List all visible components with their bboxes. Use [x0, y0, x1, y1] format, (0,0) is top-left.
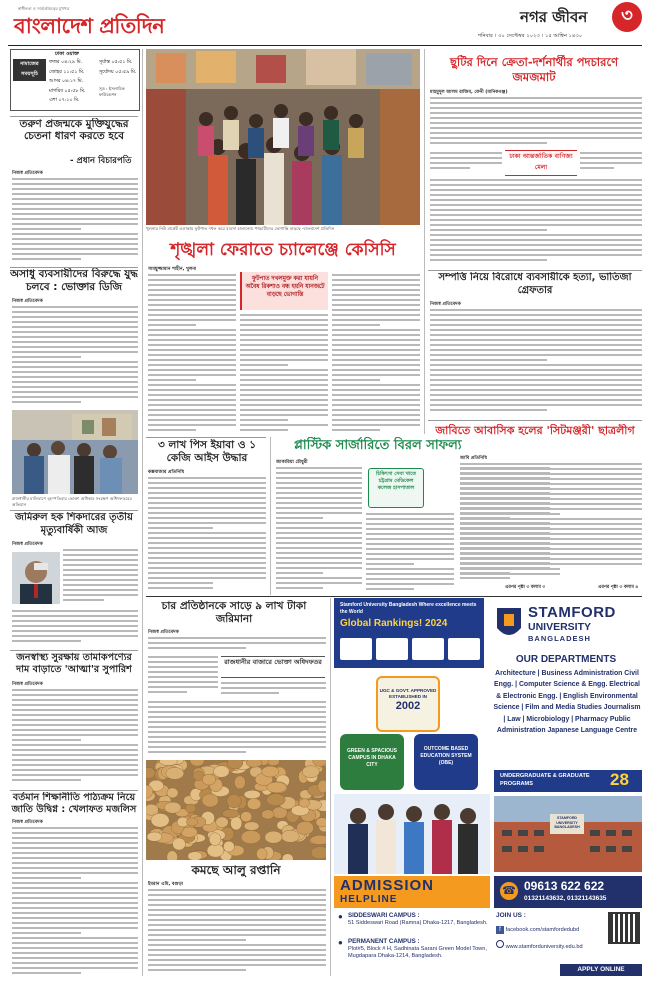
body-text: [430, 178, 642, 266]
body-text: [63, 548, 138, 606]
headline-traders: অসাধু ব্যবসায়ীদের বিরুদ্ধে যুদ্ধ চলবে : ভোক্তার ডিজি: [10, 268, 138, 293]
body-text: [12, 305, 138, 407]
prayer-row: মাগরিব ০৫:৫৮ মি.: [49, 88, 86, 94]
facebook-link[interactable]: f facebook.com/stamfordedubd: [496, 926, 579, 934]
departments-box: OUR DEPARTMENTS Architecture | Business Administration Civil Engg. | Computer Science & Engg. Electrical & Electronic Engg. | English Environmental Science | Film and Media Studies Journalism | Law | Microbiology | Pharmacy Public Administration Japanese Language Centre: [493, 654, 641, 735]
masthead-tagline: স্বাধীনতা ও সার্বভৌমত্বের মুখপত্র: [18, 6, 70, 11]
masthead-logo: বাংলাদেশ প্রতিদিন: [14, 13, 165, 38]
body-text: [148, 476, 266, 592]
body-text: [240, 313, 328, 433]
body-text: [580, 151, 642, 173]
headline-dispute: সম্পত্তি নিয়ে বিরোধে ব্যবসায়ীকে হত্যা, ভাতিজা গ্রেফতার: [438, 272, 632, 296]
photo-khulna-market: [146, 49, 420, 225]
byline-ksc: সামছুজ্জামান শাহীন, খুলনা: [148, 267, 197, 272]
qr-code[interactable]: [608, 912, 640, 944]
website-link[interactable]: www.stamforduniversity.edu.bd: [496, 940, 583, 950]
byline-traders: নিজস্ব প্রতিবেদক: [12, 299, 43, 304]
social-links: JOIN US : f facebook.com/stamfordedubd www.stamforduniversity.edu.bd: [496, 912, 642, 964]
body-text: [221, 681, 326, 697]
prayer-row: জোহর ১১:৫১ মি.: [49, 69, 85, 75]
prayer-times-box: [10, 49, 140, 111]
body-text: [12, 688, 138, 786]
students-photo: [334, 794, 490, 874]
sunrise-row: সূর্যোদয় ০৫:৫৯ মি.: [99, 69, 137, 75]
continued-plastic: এরপর পৃষ্ঠা ৩ কলাম ৩: [505, 585, 546, 590]
body-text: [12, 609, 138, 647]
prayer-row: ফজর ০৪:২৯ মি.: [49, 60, 83, 65]
location-icon: ●: [338, 912, 343, 921]
byline-sitamanjari: জাবি প্রতিনিধি: [460, 456, 488, 461]
body-text: [430, 308, 642, 416]
quote-fine: রাজধানীর বাজারে ভোক্তা অধিদফতর: [221, 656, 325, 678]
photo-traders-raid: [12, 410, 138, 494]
campus-badge: GREEN & SPACIOUS CAMPUS IN DHAKA CITY: [340, 734, 404, 790]
headline-yaba: ৩ লাখ পিস ইয়াবা ও ১ কেজি আইস উদ্ধার: [157, 439, 257, 464]
prayer-header: ঢাকা ওয়াক্ত: [55, 51, 79, 57]
body-text: [148, 655, 218, 697]
body-text: [148, 700, 326, 756]
body-text: [148, 888, 326, 976]
approved-badge: UGC & GOVT. APPROVED ESTABLISHED IN 2002: [376, 676, 440, 732]
pull-trade-fair: ঢাকা আন্তর্জাতিক বাণিজ্য মেলা: [505, 150, 577, 176]
headline-potato: কমছে আলু রপ্তানি: [191, 863, 281, 877]
body-text: [12, 177, 138, 264]
date-line: শনিবার । ৩০ সেপ্টেম্বর ২০২৩ । ১৫ আশ্বিন ১৪৩০: [478, 33, 583, 39]
campus-building-photo: STAMFORD UNIVERSITY BANGLADESH: [494, 796, 642, 872]
headline-plastic: প্লাস্টিক সার্জারিতে বিরল সাফল্য: [294, 438, 462, 453]
body-text: [148, 273, 236, 433]
byline-youth: নিজস্ব প্রতিবেদক: [12, 171, 43, 176]
byline-yaba: কক্সবাজার প্রতিনিধি: [148, 470, 185, 475]
quote-plastic: চিকিৎসা সেবা খাতে চট্টগ্রাম মেডিকেল কলেজ হাসপাতাল: [368, 468, 424, 508]
byline-dispute: নিজস্ব প্রতিবেদক: [430, 302, 461, 307]
masthead: [0, 0, 650, 56]
headline-jamirul: জমিরুল হক শিকদারের তৃতীয় মৃত্যুবার্ষিকী আজ: [15, 512, 133, 536]
helpline-box[interactable]: ☎ 09613 622 622 01321143632, 01321143635: [494, 876, 642, 908]
admission-banner: ADMISSION HELPLINE: [334, 876, 490, 908]
prayer-row: আসর ০৪:১৭ মি.: [49, 79, 84, 84]
byline-potato: ইমরান এমি, বগুড়া: [148, 882, 184, 887]
prayer-source: সূত্র : ইসলামিক ফাউন্ডেশন: [99, 86, 125, 97]
prayer-row: এশা ০৭:১০ মি.: [49, 98, 80, 103]
body-text: [12, 826, 138, 976]
caption-traders: রাজধানীর মালিবাগে বৃহস্পতিবার ভোক্তা অধিকার সংরক্ষণ অধিদফতরের অভিযান: [12, 496, 132, 507]
page-number: ৩: [612, 2, 642, 32]
quote-ksc: ফুটপাত দখলমুক্ত করা যায়নি অবৈধ রিকশাও বন্ধ হয়নি যানজটে বাড়ছে ভোগান্তি: [240, 272, 328, 310]
byline-plastic: জাকারিয়া চৌধুরী: [276, 460, 308, 465]
photo-potatoes: [146, 760, 326, 860]
location-icon: ●: [338, 938, 343, 947]
phone-icon: ☎: [500, 882, 518, 900]
campus-addresses: ● SIDDESWARI CAMPUS : 51 Siddeswari Road (Ramna) Dhaka-1217, Bangladesh. ● PERMANENT CAMPUS : Plot#5, Block # H, Sadhinata Sarani Green Model Town, Mugdapara Dhaka-1214, Bangladesh.: [338, 912, 488, 959]
stamford-logo: STAMFORD UNIVERSITY BANGLADESH: [494, 604, 640, 648]
byline-holiday: মাহমুদুল আলম রাজিব, ফেনী (মানিকগঞ্জ): [430, 90, 508, 95]
section-title: নগর জীবন: [520, 8, 588, 26]
headline-aptar: জনস্বাস্থ্য সুরক্ষায় তামাকপণ্যের দাম বাড়াতে 'আত্মা'র সুপারিশ: [16, 652, 132, 675]
body-text: [430, 151, 502, 173]
body-text: [430, 96, 642, 148]
byline-curriculum: নিজস্ব প্রতিবেদক: [12, 820, 43, 825]
byline-jamirul: নিজস্ব প্রতিবেদক: [12, 542, 43, 547]
body-text: [332, 273, 420, 433]
byline-aptar: নিজস্ব প্রতিবেদক: [12, 682, 43, 687]
apply-online-button[interactable]: APPLY ONLINE: [560, 964, 642, 976]
headline-holiday: ছুটির দিনে ক্রেতা-দর্শনার্থীর পদচারণে জমজমাট: [449, 55, 619, 84]
headline-fine: চার প্রতিষ্ঠানকে সাড়ে ৯ লাখ টাকা জরিমানা: [161, 600, 307, 625]
continued-sitamanjari: এরপর পৃষ্ঠা ৩ কলাম ৪: [598, 585, 639, 590]
stamford-ad: [334, 598, 644, 978]
body-text: [276, 466, 362, 592]
programs-banner: UNDERGRADUATE & GRADUATE PROGRAMS 28: [494, 770, 642, 792]
headline-youth-sub: - প্রধান বিচারপতি: [70, 156, 132, 166]
headline-sitamanjari: জাবিতে আবাসিক হলের 'সিটমঞ্জরী' ছাত্রলীগ: [435, 424, 635, 437]
caption-main-photo: খুলনার নিউ মার্কেট এলাকায় ফুটপাত দখল করে ব্যবসা চালানোয় পথচারীদের ভোগান্তি বাড়ছে -বাংলাদেশ প্রতিদিন: [146, 226, 335, 231]
headline-curriculum: বর্তমান শিক্ষানীতি পাঠ্যক্রম নিয়ে জাতি উদ্বিগ্ন : খেলাফত মজলিস: [11, 792, 137, 815]
body-text: [366, 512, 454, 592]
prayer-label: নামাজের সময়সূচি: [13, 59, 46, 81]
headline-youth: তরুণ প্রজন্মকে মুক্তিযুদ্ধের চেতনা ধারণ করতে হবে: [19, 118, 129, 142]
facebook-icon: f: [496, 926, 504, 934]
photo-jamirul: [12, 552, 60, 604]
headline-ksc: শৃঙ্খলা ফেরাতে চ্যালেঞ্জে কেসিসি: [170, 240, 396, 260]
body-text: [460, 462, 642, 580]
sunset-row: সূর্যাস্ত ০৫:৫১ মি.: [99, 60, 133, 65]
globe-icon: [496, 940, 504, 948]
body-text: [148, 636, 326, 652]
rankings-banner: Stamford University Bangladesh Where excellence meets the World Global Rankings! 2024: [334, 598, 484, 668]
obe-badge: OUTCOME BASED EDUCATION SYSTEM (OBE): [414, 734, 478, 790]
byline-fine: নিজস্ব প্রতিবেদক: [148, 630, 179, 635]
